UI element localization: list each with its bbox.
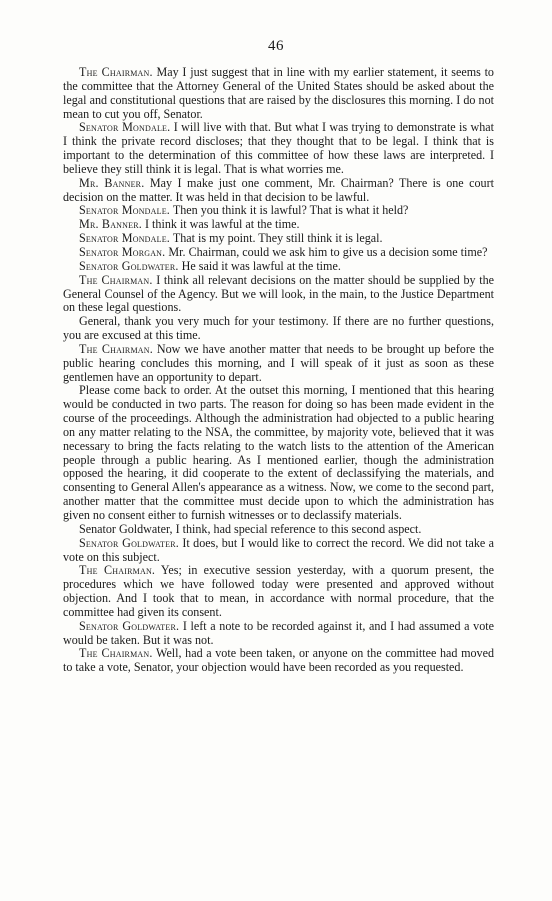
speaker-name: Senator Goldwater. bbox=[79, 258, 179, 273]
speaker-name: Mr. Banner. bbox=[79, 217, 142, 232]
paragraph bbox=[63, 537, 494, 565]
speaker-name: Senator Goldwater. bbox=[79, 535, 179, 550]
paragraph-text: May I just suggest that in line with my earlier statement, it seems to the committee that the Attorney General of the United States should be asked about the legal and constitutional questions that are raised by the disclosures this morning. I do not mean to cut you off, Senator. bbox=[63, 65, 494, 121]
paragraph-text: I think it was lawful at the time. bbox=[141, 217, 300, 232]
speaker-name: The Chairman. bbox=[79, 341, 153, 356]
page-number: 46 bbox=[268, 38, 284, 54]
paragraph-text: Then you think it is lawful? That is what it held? bbox=[170, 203, 409, 218]
paragraph-text: Mr. Chairman, could we ask him to give us a decision some time? bbox=[165, 244, 488, 259]
speaker-name: The Chairman. bbox=[79, 272, 153, 287]
paragraph bbox=[63, 384, 494, 522]
paragraph bbox=[63, 620, 494, 648]
paragraph bbox=[63, 523, 494, 537]
speaker-name: Senator Mondale. bbox=[79, 203, 171, 218]
paragraph-text: I left a note to be recorded against it, and I had assumed a vote would be taken. But it was not. bbox=[63, 618, 494, 647]
speaker-name: Senator Mondale. bbox=[79, 120, 171, 135]
speaker-name: The Chairman. bbox=[79, 563, 156, 578]
paragraph bbox=[63, 274, 494, 316]
paragraph bbox=[63, 260, 494, 274]
paragraph-text: He said it was lawful at the time. bbox=[178, 258, 341, 273]
paragraph bbox=[63, 177, 494, 205]
paragraph bbox=[63, 121, 494, 176]
paragraph-text: Now we have another matter that needs to be brought up before the public hearing concludes this morning, and I will speak of it just as soon as these gentlemen have an opportunity to depart. bbox=[63, 341, 494, 384]
speaker-name: The Chairman. bbox=[79, 65, 153, 79]
paragraph-text: Senator Goldwater, I think, had special reference to this second aspect. bbox=[79, 521, 422, 536]
speaker-name: Senator Morgan. bbox=[79, 244, 166, 259]
paragraph-text: May I make just one comment, Mr. Chairman? There is one court decision on the matter. It was held in that decision to be lawful. bbox=[63, 175, 494, 204]
paragraph bbox=[63, 246, 494, 260]
paragraph-text: Yes; in executive session yesterday, with a quorum present, the procedures which we have followed today were presented and approved without objection. And I took that to mean, in accordance with normal procedure, that the committee had given its consent. bbox=[63, 563, 494, 619]
paragraph-text: That is my point. They still think it is legal. bbox=[170, 231, 383, 246]
paragraph bbox=[63, 66, 494, 121]
paragraph-text: It does, but I would like to correct the record. We did not take a vote on this subject. bbox=[63, 535, 494, 564]
paragraph bbox=[63, 315, 494, 343]
paragraph-text: I will live with that. But what I was trying to demonstrate is what I think the private record discloses; that they thought that to be legal. I think that is important to the determination of this committee of how these laws are interpreted. I believe they still think it is legal. That is what worries me. bbox=[63, 120, 494, 176]
paragraph bbox=[63, 204, 494, 218]
speaker-name: Mr. Banner. bbox=[79, 175, 145, 190]
paragraph bbox=[63, 232, 494, 246]
paragraph-text: Well, had a vote been taken, or anyone on the committee had moved to take a vote, Senator, your objection would have been recorded as you requested. bbox=[63, 646, 494, 675]
paragraph bbox=[63, 647, 494, 675]
document-body bbox=[63, 66, 494, 675]
speaker-name: Senator Goldwater. bbox=[79, 618, 180, 633]
paragraph bbox=[63, 218, 494, 232]
paragraph-text: Please come back to order. At the outset this morning, I mentioned that this hearing would be conducted in two parts. The reason for doing so has been made evident in the course of the proceedings. Although the administration had objected to a public hearing on any matter relating to the NSA, the committee, by majority vote, believed that it was necessary to bring the facts relating to the watch lists to the attention of the American people through a public hearing. As I mentioned earlier, though the administration opposed the hearing, it did cooperate to the extent of declassifying the materials, and consenting to General Allen's appearance as a witness. Now, we come to the second part, another matter that the committee must decide upon to which the administration has given no consent either to furnish witnesses or to declassify materials. bbox=[63, 383, 494, 522]
speaker-name: Senator Mondale. bbox=[79, 231, 171, 246]
paragraph-text: General, thank you very much for your testimony. If there are no further questions, you are excused at this time. bbox=[63, 314, 494, 343]
paragraph bbox=[63, 564, 494, 619]
speaker-name: The Chairman. bbox=[79, 646, 153, 661]
paragraph-text: I think all relevant decisions on the matter should be supplied by the General Counsel of the Agency. But we will look, in the main, to the Justice Department on these legal questions. bbox=[63, 272, 494, 315]
paragraph bbox=[63, 343, 494, 385]
